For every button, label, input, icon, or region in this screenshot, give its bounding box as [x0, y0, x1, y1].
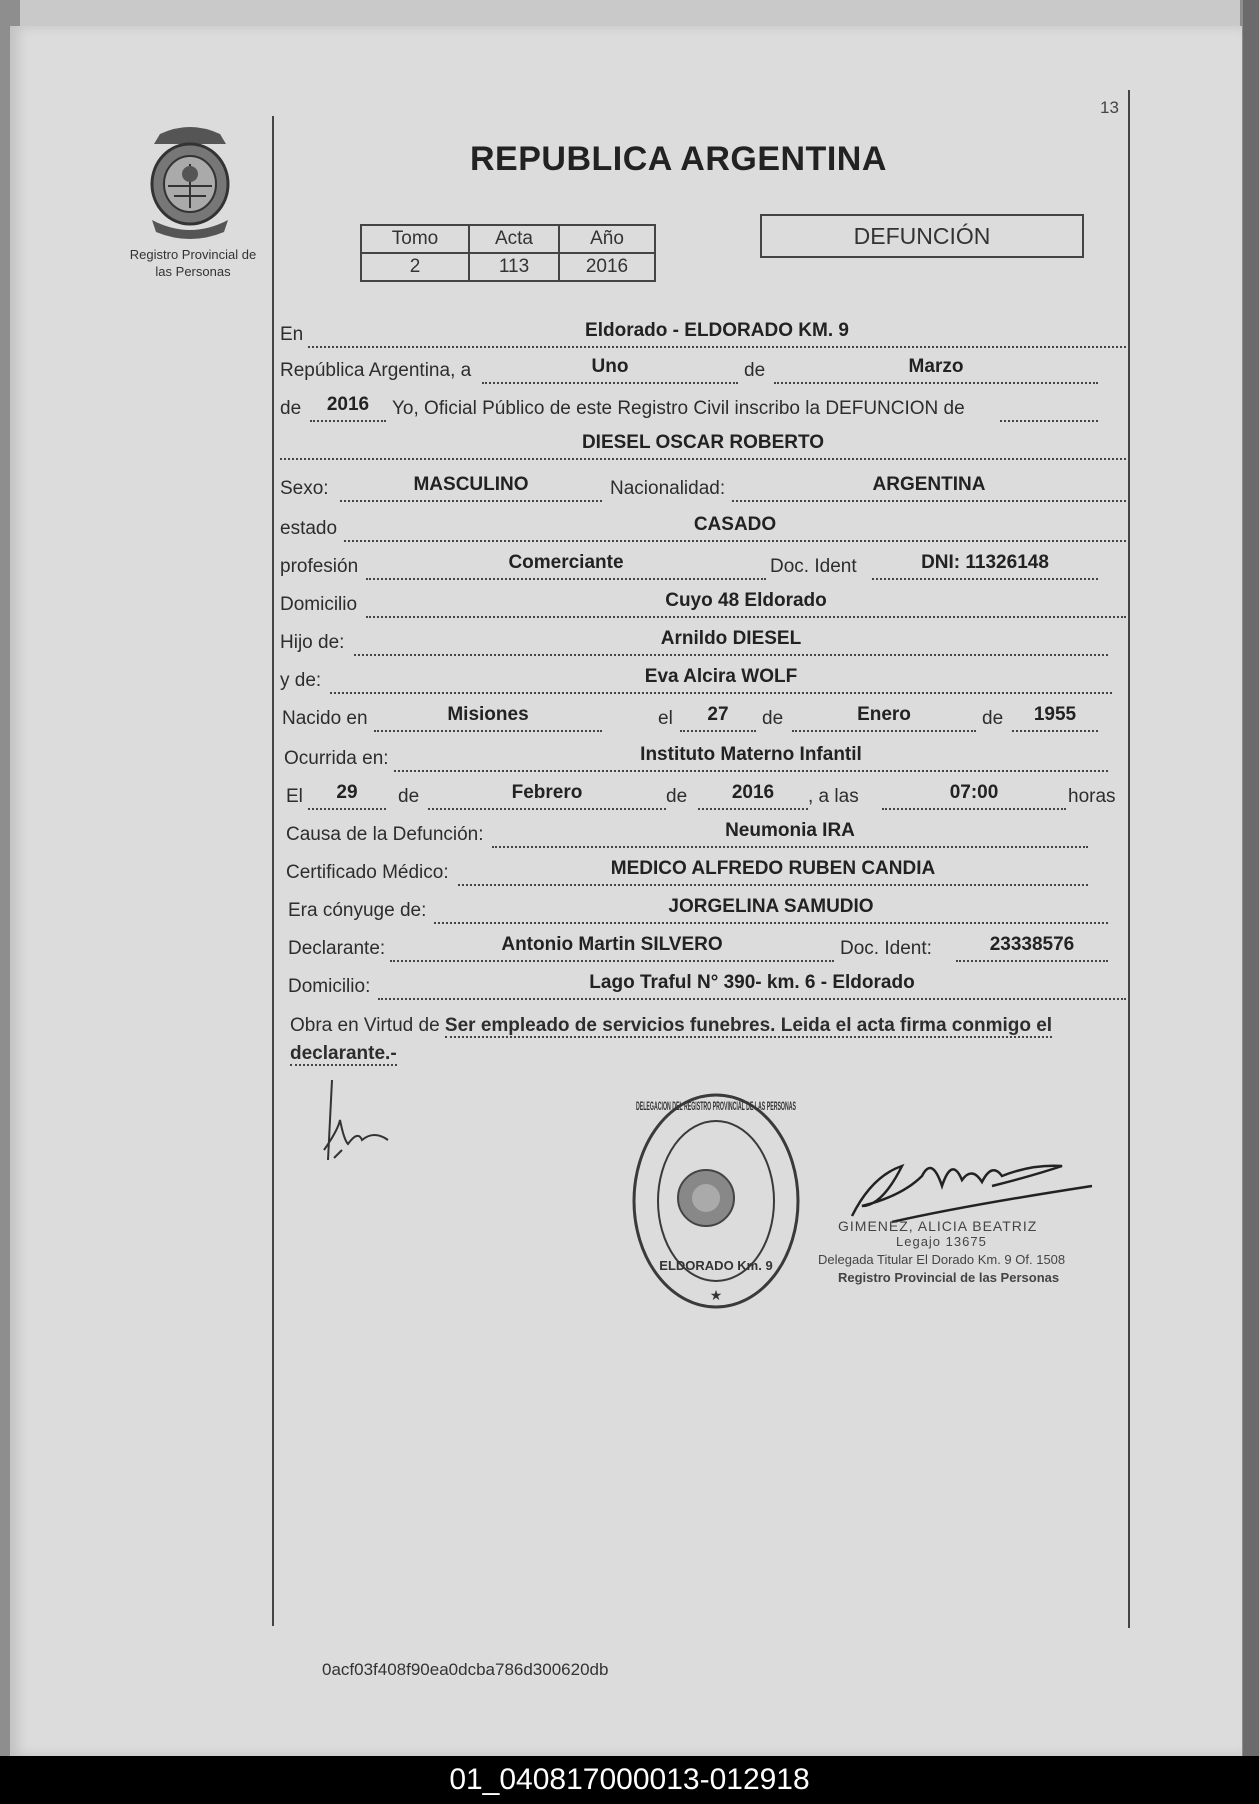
- row-father: [280, 626, 1128, 656]
- value-civil-status: CASADO: [693, 514, 777, 535]
- label-a-las: , a las: [808, 786, 859, 807]
- act-type-box: DEFUNCIÓN: [760, 214, 1084, 258]
- label-doc-ident: Doc. Ident: [770, 556, 857, 577]
- document-page: [10, 26, 1242, 1756]
- field-inscribo-blank: [1000, 396, 1098, 422]
- field-declarant-doc: [956, 936, 1108, 962]
- table-header-ano: Año: [559, 225, 655, 253]
- official-seal: [626, 1086, 806, 1316]
- label-inscribo: Yo, Oficial Público de este Registro Civil inscribo la DEFUNCION de: [392, 398, 965, 419]
- field-place: [308, 322, 1126, 348]
- row-profession: [280, 550, 1128, 580]
- field-nationality: [732, 476, 1126, 502]
- label-obra: Obra en Virtud de: [290, 1015, 440, 1036]
- label-sexo: Sexo:: [280, 478, 329, 499]
- page-title: REPUBLICA ARGENTINA: [470, 140, 887, 178]
- field-birth-year: [1012, 706, 1098, 732]
- label-el-upper: El: [286, 786, 303, 807]
- row-deceased: [280, 430, 1128, 460]
- value-month: Marzo: [908, 356, 964, 377]
- value-death-month: Febrero: [511, 782, 583, 803]
- label-de-5: de: [398, 786, 420, 807]
- right-margin-line: [1128, 90, 1130, 1628]
- field-birth-month: [792, 706, 976, 732]
- seal-ring-text: DELEGACION DEL REGISTRO PROVINCIAL DE LAS PERSONAS: [636, 1099, 796, 1113]
- label-certificado: Certificado Médico:: [286, 862, 449, 883]
- value-birth-month: Enero: [857, 704, 911, 725]
- row-spouse: [288, 894, 1128, 924]
- value-spouse: JORGELINA SAMUDIO: [668, 896, 874, 917]
- officer-signature: [842, 1136, 1102, 1226]
- row-cause: [286, 818, 1128, 848]
- record-table: [360, 224, 656, 282]
- declarant-signature: [318, 1070, 408, 1170]
- label-en: En: [280, 324, 304, 345]
- value-cause: Neumonia IRA: [725, 820, 855, 841]
- row-address: [280, 588, 1128, 618]
- label-de-2: de: [280, 398, 302, 419]
- value-birth-year: 1955: [1033, 704, 1077, 725]
- value-birth-day: 27: [707, 704, 729, 725]
- value-declarant-address: Lago Traful N° 390- km. 6 - Eldorado: [589, 972, 915, 993]
- label-de-6: de: [666, 786, 688, 807]
- field-declarant-address: [378, 974, 1126, 1000]
- value-mother: Eva Alcira WOLF: [644, 666, 798, 687]
- label-causa: Causa de la Defunción:: [286, 824, 484, 845]
- value-dni: DNI: 11326148: [921, 552, 1049, 573]
- value-nationality: ARGENTINA: [872, 474, 986, 495]
- row-place: [280, 318, 1128, 348]
- misiones-crest-icon: [140, 124, 240, 244]
- label-hijo-de: Hijo de:: [280, 632, 345, 653]
- field-cause: [492, 822, 1088, 848]
- value-death-time: 07:00: [949, 782, 999, 803]
- value-day: Uno: [591, 356, 629, 377]
- value-profession: Comerciante: [508, 552, 624, 573]
- row-death-date: [286, 780, 1128, 810]
- value-doctor: MEDICO ALFREDO RUBEN CANDIA: [610, 858, 936, 879]
- label-republica: República Argentina, a: [280, 360, 472, 381]
- value-sex: MASCULINO: [413, 474, 529, 495]
- label-y-de: y de:: [280, 670, 322, 691]
- footer-bar: [0, 1756, 1259, 1804]
- row-death-place: [284, 742, 1128, 772]
- document-hash: 0acf03f408f90ea0dcba786d300620db: [322, 1660, 609, 1679]
- value-death-day: 29: [336, 782, 358, 803]
- value-declarant-doc: 23338576: [989, 934, 1075, 955]
- field-birth-day: [680, 706, 756, 732]
- value-birth-place: Misiones: [447, 704, 529, 725]
- field-death-day: [308, 784, 386, 810]
- row-sex: [280, 472, 1128, 502]
- page-number: 13: [1100, 98, 1119, 117]
- field-death-time: [882, 784, 1066, 810]
- label-ocurrida-en: Ocurrida en:: [284, 748, 389, 769]
- officer-registry: Registro Provincial de las Personas: [838, 1270, 1060, 1285]
- field-day: [482, 358, 738, 384]
- table-value-tomo: 2: [361, 253, 469, 281]
- field-father: [354, 630, 1108, 656]
- label-de-3: de: [762, 708, 784, 729]
- footer-id: 01_040817000013-012918: [449, 1763, 810, 1796]
- label-domicilio: Domicilio: [280, 594, 358, 615]
- row-year: [280, 392, 1128, 422]
- value-death-year: 2016: [731, 782, 775, 803]
- value-year: 2016: [326, 394, 370, 415]
- officer-position: Delegada Titular El Dorado Km. 9 Of. 1508: [818, 1252, 1066, 1267]
- label-nacionalidad: Nacionalidad:: [610, 478, 726, 499]
- label-de-1: de: [744, 360, 766, 381]
- scan-right-edge: [1243, 0, 1259, 1756]
- label-domicilio-2: Domicilio:: [288, 976, 371, 997]
- label-conyuge: Era cónyuge de:: [288, 900, 427, 921]
- svg-text:★: ★: [709, 1287, 723, 1303]
- label-el: el: [658, 708, 673, 729]
- row-declarant: [288, 932, 1128, 962]
- table-header-tomo: Tomo: [361, 225, 469, 253]
- label-declarante: Declarante:: [288, 938, 386, 959]
- field-doctor: [458, 860, 1088, 886]
- row-doctor: [286, 856, 1128, 886]
- row-birth: [282, 702, 1128, 732]
- label-nacido-en: Nacido en: [282, 708, 368, 729]
- row-date: [280, 354, 1128, 384]
- value-obra-line-2: declarante.-: [290, 1043, 397, 1064]
- row-civil-status: [280, 512, 1128, 542]
- registry-label-line-1: Registro Provincial de: [129, 247, 257, 262]
- field-profession: [366, 554, 766, 580]
- field-birth-place: [374, 706, 602, 732]
- label-horas: horas: [1068, 786, 1116, 807]
- field-death-month: [428, 784, 666, 810]
- label-estado: estado: [280, 518, 338, 539]
- field-sex: [340, 476, 602, 502]
- label-doc-ident-2: Doc. Ident:: [840, 938, 932, 959]
- value-obra-line-1: Ser empleado de servicios funebres. Leida el acta firma conmigo el: [444, 1015, 1053, 1036]
- obra-paragraph: [290, 1012, 1130, 1068]
- field-deceased: [280, 434, 1126, 460]
- value-deceased: DIESEL OSCAR ROBERTO: [581, 432, 825, 453]
- label-profesion: profesión: [280, 556, 359, 577]
- row-declarant-address: [288, 970, 1128, 1000]
- value-address: Cuyo 48 Eldorado: [665, 590, 827, 611]
- field-year: [310, 396, 386, 422]
- table-value-ano: 2016: [559, 253, 655, 281]
- value-father: Arnildo DIESEL: [660, 628, 802, 649]
- registry-label: [118, 246, 268, 280]
- field-death-year: [698, 784, 808, 810]
- value-death-place: Instituto Materno Infantil: [640, 744, 862, 765]
- row-mother: [280, 664, 1128, 694]
- field-mother: [330, 668, 1112, 694]
- table-header-acta: Acta: [469, 225, 559, 253]
- left-margin-line: [272, 116, 274, 1626]
- officer-legajo: Legajo 13675: [896, 1234, 987, 1249]
- paper-top-strip: [20, 0, 1240, 26]
- registry-label-line-2: las Personas: [155, 264, 231, 279]
- table-value-acta: 113: [469, 253, 559, 281]
- field-civil-status: [344, 516, 1126, 542]
- officer-name: GIMENEZ, ALICIA BEATRIZ: [838, 1218, 1038, 1234]
- seal-center-text: ELDORADO Km. 9: [659, 1258, 773, 1273]
- value-declarant: Antonio Martin SILVERO: [501, 934, 723, 955]
- value-place: Eldorado - ELDORADO KM. 9: [585, 320, 849, 341]
- field-declarant: [390, 936, 834, 962]
- field-month: [774, 358, 1098, 384]
- label-de-4: de: [982, 708, 1004, 729]
- field-spouse: [434, 898, 1108, 924]
- field-address: [366, 592, 1126, 618]
- field-dni: [872, 554, 1098, 580]
- field-death-place: [394, 746, 1108, 772]
